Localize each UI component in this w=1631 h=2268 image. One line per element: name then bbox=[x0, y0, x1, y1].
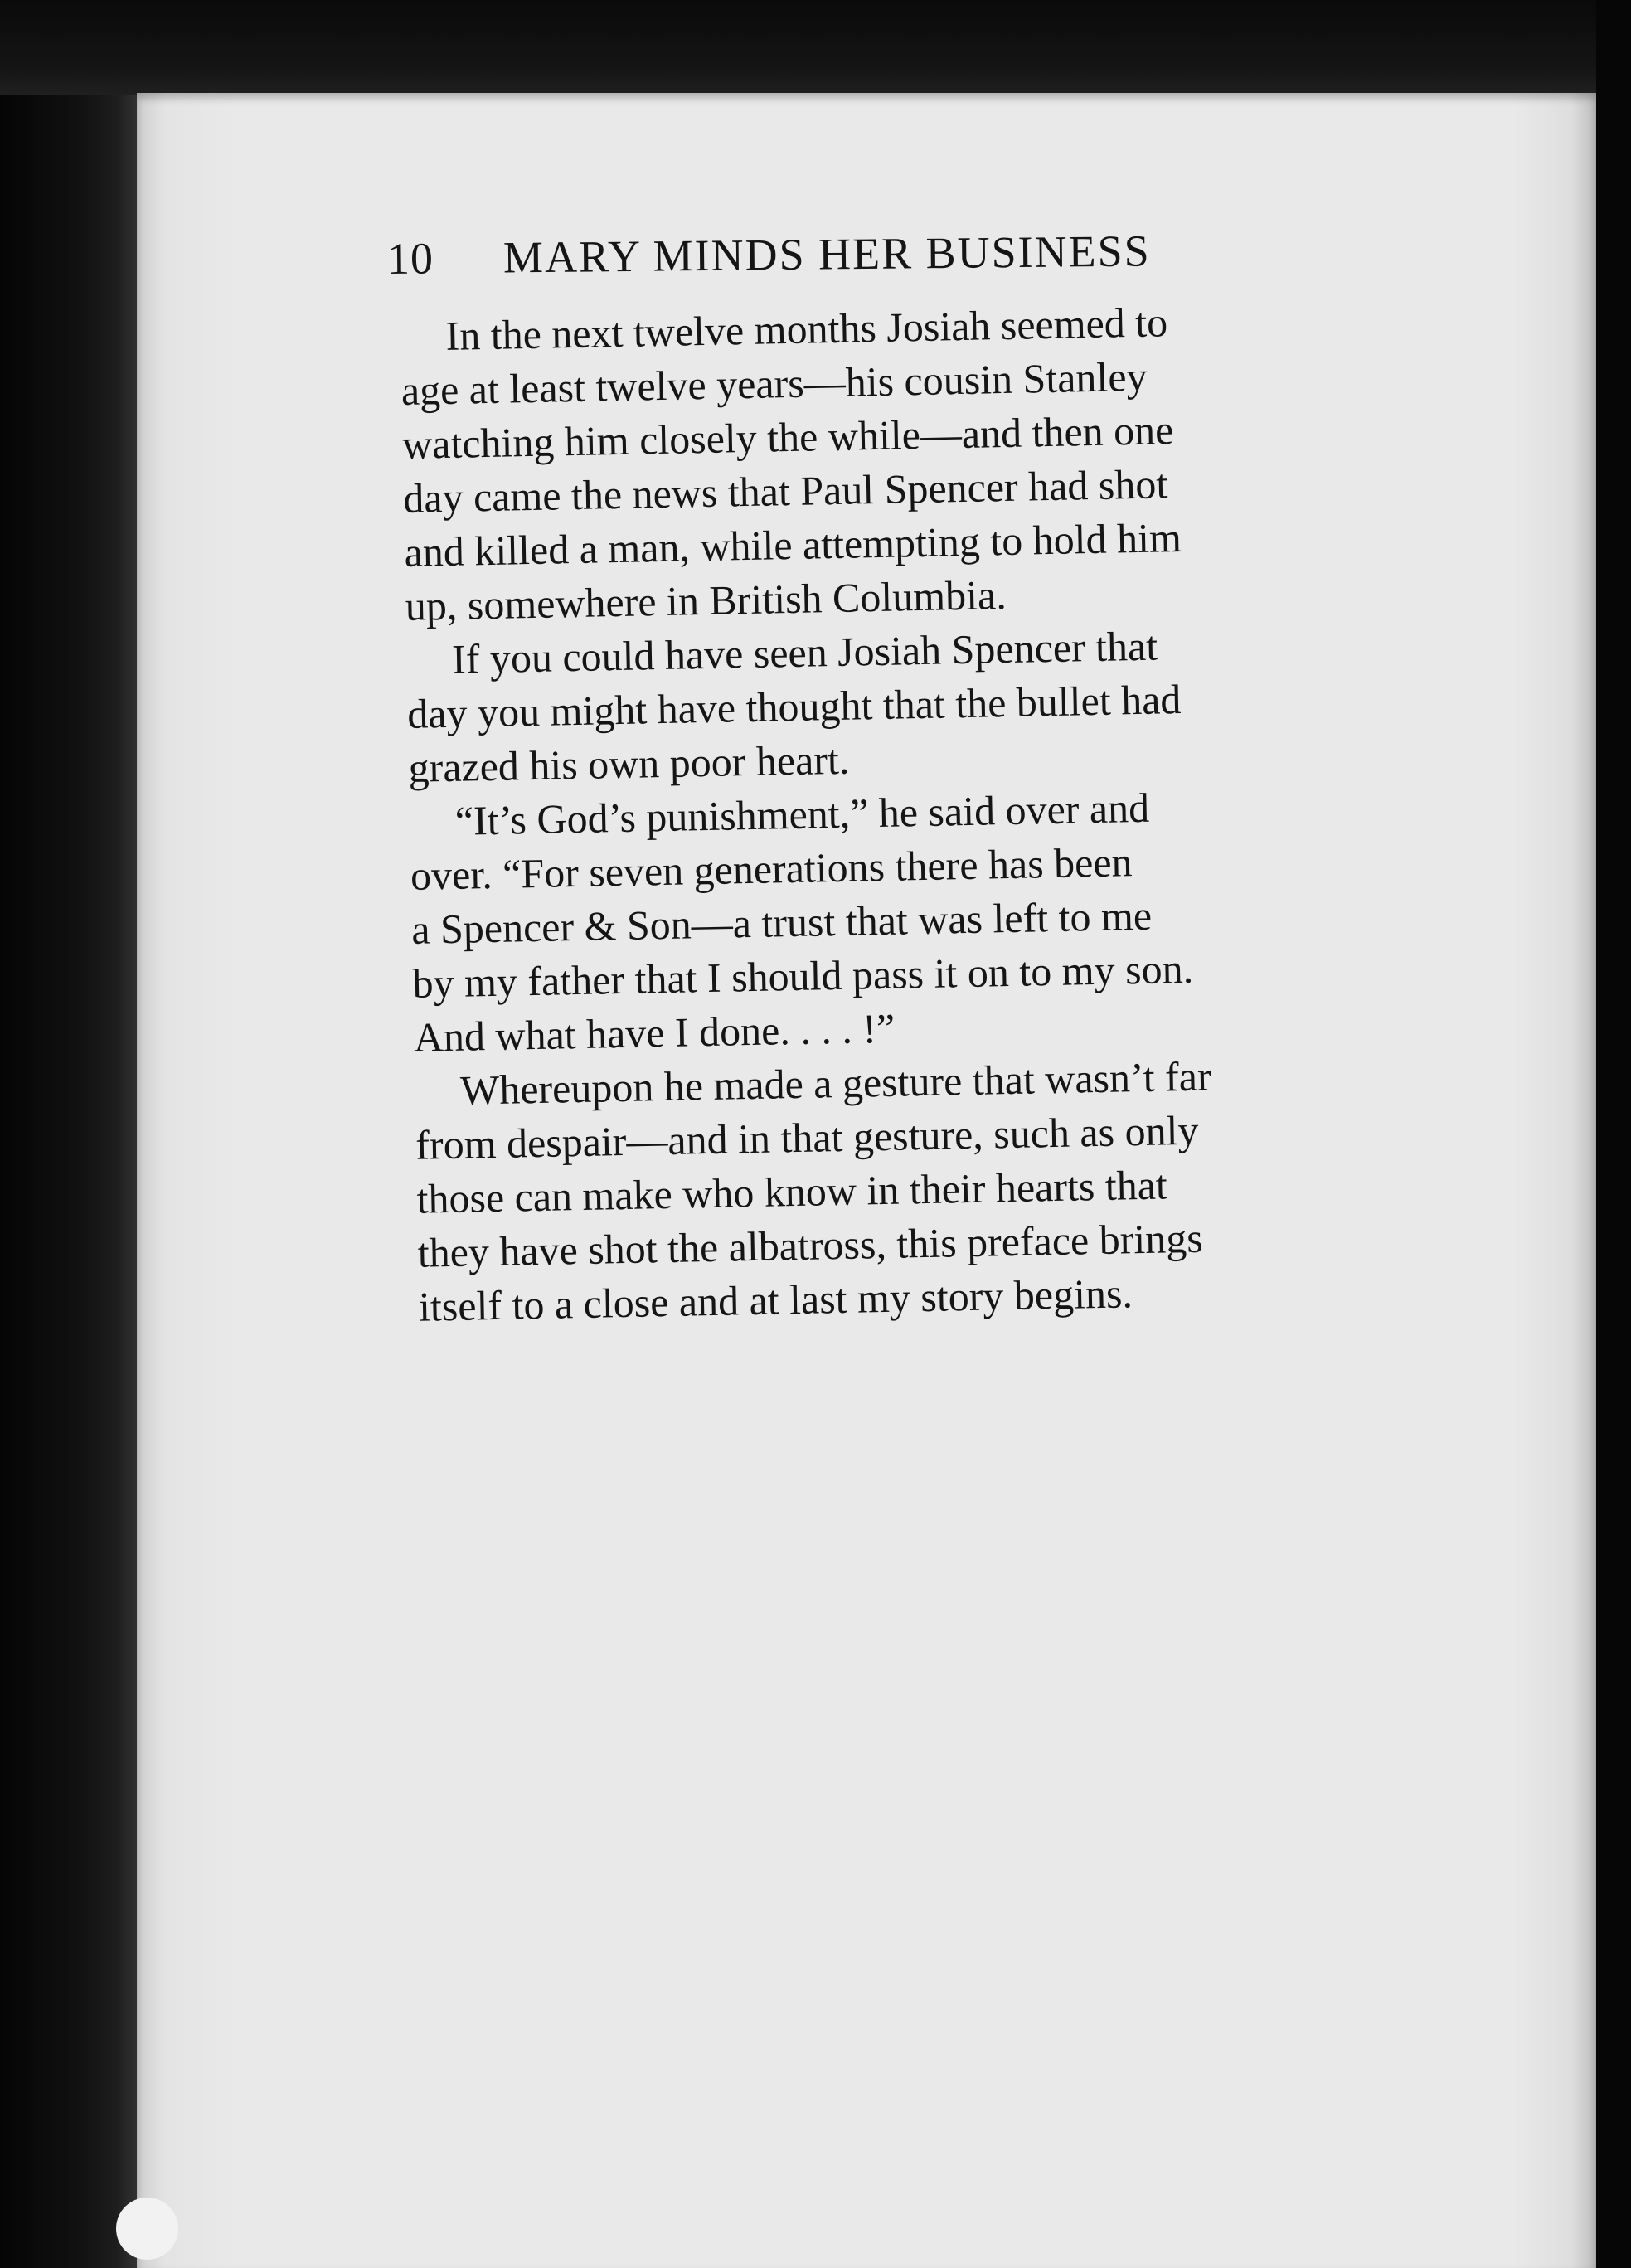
text-line: day you might have thought that the bullet had bbox=[406, 676, 1182, 737]
text-line: over. “For seven generations there has been bbox=[410, 838, 1133, 899]
text-line: grazed his own poor heart. bbox=[408, 736, 850, 791]
scan-right-edge bbox=[1596, 0, 1631, 2268]
text-line: age at least twelve years—his cousin Stanley bbox=[400, 352, 1148, 414]
text-line: a Spencer & Son—a trust that was left to me bbox=[410, 891, 1153, 953]
text-line: watching him closely the while—and then one bbox=[401, 406, 1174, 468]
running-head bbox=[387, 220, 1545, 285]
page-content bbox=[386, 226, 1544, 1334]
text-line: “It’s God’s punishment,” he said over and bbox=[454, 784, 1150, 844]
text-line: and killed a man, while attempting to hold him bbox=[404, 513, 1182, 575]
book-title: MARY MINDS HER BUSINESS bbox=[502, 226, 1151, 283]
book-page bbox=[137, 93, 1596, 2268]
scan-artifact-spot bbox=[116, 2198, 178, 2260]
text-line: If you could have seen Josiah Spencer that bbox=[451, 622, 1158, 682]
text-line: itself to a close and at last my story begins. bbox=[418, 1270, 1133, 1330]
body-text bbox=[400, 289, 1563, 1334]
text-line: Whereupon he made a gesture that wasn’t far bbox=[459, 1052, 1212, 1114]
text-line: And what have I done. . . . !” bbox=[413, 1004, 896, 1061]
text-line: those can make who know in their hearts that bbox=[416, 1161, 1168, 1222]
text-line: they have shot the albatross, this preface brings bbox=[417, 1214, 1204, 1276]
text-line: In the next twelve months Josiah seemed to bbox=[445, 299, 1168, 359]
paragraph-4 bbox=[414, 1042, 1563, 1333]
text-line: from despair—and in that gesture, such as only bbox=[415, 1106, 1199, 1168]
scan-top-edge bbox=[0, 0, 1631, 95]
paragraph-1 bbox=[400, 289, 1550, 634]
text-line: day came the news that Paul Spencer had shot bbox=[402, 460, 1168, 522]
page-number: 10 bbox=[386, 233, 434, 284]
paragraph-3 bbox=[409, 773, 1558, 1064]
text-line: up, somewhere in British Columbia. bbox=[405, 571, 1007, 629]
text-line: by my father that I should pass it on to my son. bbox=[412, 945, 1194, 1007]
paragraph-2 bbox=[405, 611, 1552, 794]
book-binding bbox=[0, 0, 145, 2268]
